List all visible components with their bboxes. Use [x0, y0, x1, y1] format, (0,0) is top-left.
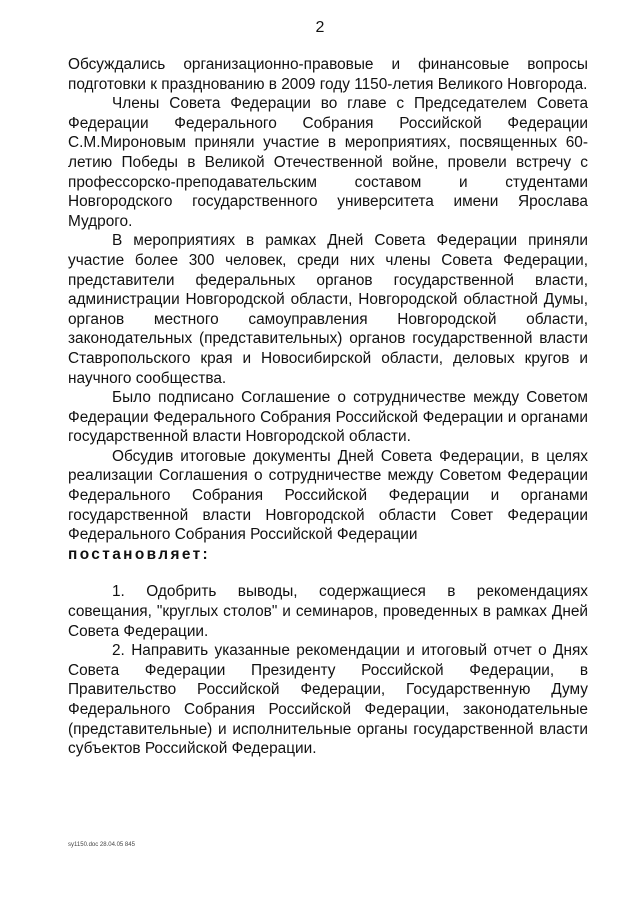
- page-number: 2: [315, 19, 325, 36]
- resolution-item-1: 1. Одобрить выводы, содержащиеся в рекомендациях совещания, "круглых столов" и семинаров, проведенных в рамках Дней Совета Федерации.: [68, 583, 588, 640]
- resolution-item-2: 2. Направить указанные рекомендации и итоговый отчет о Днях Совета Федерации Президенту Российской Федерации, в Правительство Российской Федерации, Государственную Думу Федерального Собрания Российской Федерации, законодательные (представительные) и исполнительные органы государственной власти субъектов Российской Федерации.: [68, 642, 588, 758]
- paragraph-considering: Обсудив итоговые документы Дней Совета Федерации, в целях реализации Соглашения о сотрудничестве между Советом Федерации Федерального Собрания Российской Федерации и органами государственной власти Новгородской области Совет Федерации Федерального Собрания Российской Федерации: [68, 447, 588, 544]
- resolves-heading: постановляет:: [68, 545, 211, 563]
- paragraph-members: Члены Совета Федерации во главе с Председателем Совета Федерации Федерального Собрания Российской Федерации С.М.Мироновым приняли участие в мероприятиях, посвященных 60-летию Победы в Великой Отечественной войне, провели встречу с профессорско-преподавательским составом и студентами Новгородского государственного университета имени Ярослава Мудрого.: [68, 95, 588, 230]
- file-reference-footer: sy1150.doc 28.04.05 845: [68, 842, 135, 848]
- document-body: [68, 55, 588, 759]
- paragraph-participants: В мероприятиях в рамках Дней Совета Федерации приняли участие более 300 человек, среди них члены Совета Федерации, представители федеральных органов государственной власти, администрации Новгородской области, Новгородской областной Думы, органов местного самоуправления Новгородской области, законодательных (представительных) органов государственной власти Ставропольского края и Новосибирской области, деловых кругов и научного сообщества.: [68, 232, 588, 387]
- paragraph-agreement: Было подписано Соглашение о сотрудничестве между Советом Федерации Федерального Собрания Российской Федерации и органами государственной власти Новгородской области.: [68, 389, 588, 446]
- paragraph-discussion: Обсуждались организационно-правовые и финансовые вопросы подготовки к празднованию в 2009 году 1150-летия Великого Новгорода.: [68, 56, 588, 93]
